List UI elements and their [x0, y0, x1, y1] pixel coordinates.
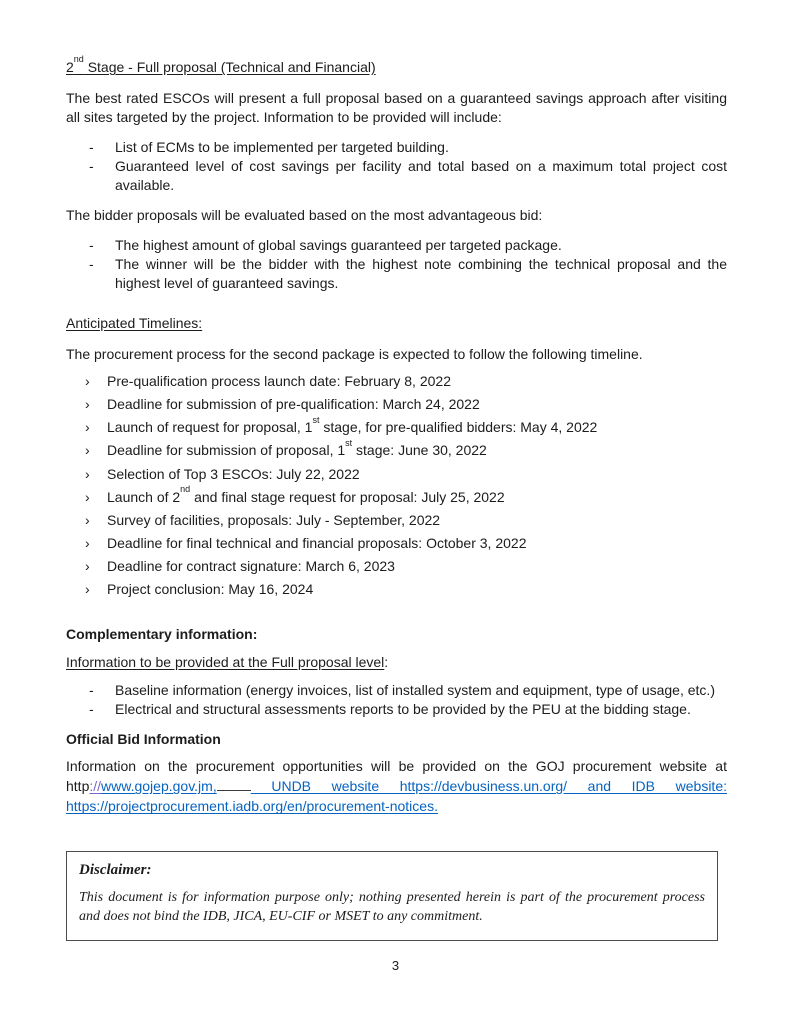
stage2-heading	[66, 54, 727, 77]
timeline-item	[66, 534, 727, 553]
stage2-heading-rest: Stage - Full proposal (Technical and Financial)	[83, 59, 376, 75]
url-scheme-separator: ://	[89, 778, 102, 795]
timeline-item-text: Project conclusion: May 16, 2024	[107, 580, 314, 597]
underline-spacer	[217, 776, 251, 791]
dash-bullet: -	[89, 256, 94, 273]
evaluation-bullet-list	[66, 236, 727, 293]
timeline-item	[66, 557, 727, 576]
timelines-intro-paragraph: The procurement process for the second package is expected to follow the following timeline.	[66, 346, 643, 363]
chevron-bullet: ›	[85, 373, 90, 390]
timeline-list	[66, 372, 727, 598]
timeline-item-text: Pre-qualification process launch date: February 8, 2022	[107, 373, 451, 390]
chevron-bullet: ›	[85, 580, 90, 597]
list-item-text: The highest amount of global savings guaranteed per targeted package.	[115, 237, 562, 254]
disclaimer-body: This document is for information purpose only; nothing presented herein is part of the procurement process and does not bind the IDB, JICA, EU-CIF or MSET to any commitment.	[79, 890, 705, 925]
stage2-heading-num: 2	[66, 59, 74, 75]
list-item-text: Baseline information (energy invoices, list of installed system and equipment, type of usage, etc.)	[115, 681, 715, 698]
complementary-bullet-list	[66, 681, 727, 719]
complementary-heading: Complementary information:	[66, 625, 258, 642]
chevron-bullet: ›	[85, 557, 90, 574]
chevron-bullet: ›	[85, 534, 90, 551]
timeline-item-text: Deadline for final technical and financial proposals: October 3, 2022	[107, 534, 527, 551]
chevron-bullet: ›	[85, 465, 90, 482]
disclaimer-box	[66, 851, 718, 941]
timeline-item	[66, 483, 727, 507]
stage2-heading-sup: nd	[73, 54, 84, 65]
list-item	[66, 157, 727, 195]
dash-bullet: -	[89, 700, 94, 717]
timelines-heading: Anticipated Timelines:	[66, 315, 203, 332]
list-item	[66, 236, 727, 255]
list-item-text: List of ECMs to be implemented per targeted building.	[115, 139, 449, 156]
link-gojep[interactable]: www.gojep.gov.jm,	[101, 778, 217, 795]
timeline-item	[66, 414, 727, 437]
list-item-text: Guaranteed level of cost savings per facility and total based on a maximum total project cost available.	[115, 158, 727, 194]
list-item	[66, 681, 727, 700]
dash-bullet: -	[89, 158, 94, 175]
list-item	[66, 255, 727, 293]
timeline-item	[66, 465, 727, 484]
timeline-item-text: Launch of 2nd and final stage request for proposal: July 25, 2022	[107, 483, 505, 505]
complementary-subheading: Information to be provided at the Full proposal level:	[66, 653, 389, 670]
timeline-item-text: Deadline for submission of proposal, 1st stage: June 30, 2022	[107, 437, 487, 459]
timeline-item-text: Launch of request for proposal, 1st stage, for pre-qualified bidders: May 4, 2022	[107, 414, 598, 436]
list-item	[66, 700, 727, 719]
evaluation-intro-paragraph: The bidder proposals will be evaluated based on the most advantageous bid:	[66, 207, 543, 224]
chevron-bullet: ›	[85, 419, 90, 436]
official-bid-heading: Official Bid Information	[66, 730, 221, 747]
chevron-bullet: ›	[85, 396, 90, 413]
timeline-item	[66, 437, 727, 460]
disclaimer-title: Disclaimer:	[79, 862, 152, 878]
chevron-bullet: ›	[85, 511, 90, 528]
list-item-text: Electrical and structural assessments reports to be provided by the PEU at the bidding stage.	[115, 700, 691, 717]
official-bid-text: Information on the procurement opportunities will be provided on the GOJ procurement website at http	[66, 757, 727, 795]
dash-bullet: -	[89, 681, 94, 698]
timeline-item-text: Deadline for submission of pre-qualification: March 24, 2022	[107, 396, 480, 413]
chevron-bullet: ›	[85, 488, 90, 505]
stage2-intro-paragraph: The best rated ESCOs will present a full proposal based on a guaranteed savings approach after visiting all sites targeted by the project. Information to be provided will include:	[66, 90, 727, 126]
stage2-bullet-list	[66, 138, 727, 195]
timeline-item	[66, 580, 727, 599]
list-item	[66, 138, 727, 157]
dash-bullet: -	[89, 139, 94, 156]
link-undb-idb-procurement[interactable]: UNDB website https://devbusiness.un.org/ and IDB website: https://projectprocurement.iadb.org/en/procurement-notices.	[66, 778, 727, 815]
timeline-item	[66, 511, 727, 530]
timeline-item-text: Selection of Top 3 ESCOs: July 22, 2022	[107, 465, 360, 482]
timeline-item-text: Survey of facilities, proposals: July - September, 2022	[107, 511, 441, 528]
list-item-text: The winner will be the bidder with the highest note combining the technical proposal and the highest level of guaranteed savings.	[115, 256, 727, 292]
chevron-bullet: ›	[85, 442, 90, 459]
page-number: 3	[391, 958, 400, 973]
timeline-item-text: Deadline for contract signature: March 6, 2023	[107, 557, 395, 574]
dash-bullet: -	[89, 237, 94, 254]
official-bid-paragraph	[66, 756, 727, 817]
timeline-item	[66, 395, 727, 414]
timeline-item	[66, 372, 727, 391]
